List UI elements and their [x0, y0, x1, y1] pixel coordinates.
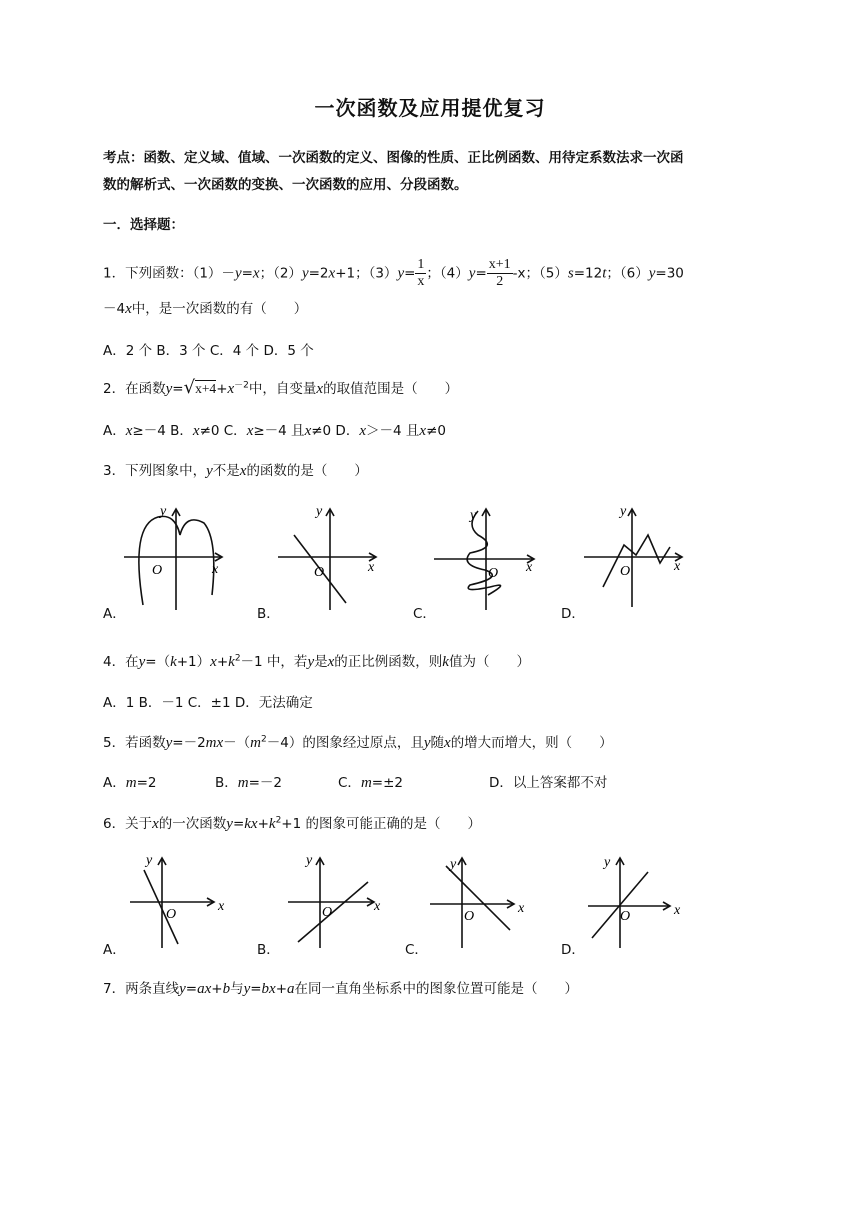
- graph-3a: [124, 509, 222, 610]
- svg-text:y: y: [306, 853, 313, 868]
- svg-text:y: y: [604, 855, 611, 870]
- q6-label-b: B．: [257, 942, 280, 958]
- svg-text:x: x: [518, 901, 525, 916]
- graph-6a: [130, 858, 214, 948]
- svg-text:O: O: [488, 566, 499, 581]
- svg-text:y: y: [160, 504, 167, 519]
- graph-6b: [288, 858, 374, 948]
- question-6-graphs: [0, 846, 860, 956]
- q3-label-d: D．: [561, 606, 585, 622]
- question-3: 3．下列图象中，y不是x的函数的是（ ）: [103, 463, 368, 479]
- svg-text:O: O: [620, 909, 631, 924]
- graph-3b: [278, 509, 376, 610]
- svg-text:x: x: [526, 560, 533, 575]
- svg-text:x: x: [218, 899, 225, 914]
- question-1-options: A．2 个 B．3 个 C．4 个 D．5 个: [103, 343, 314, 359]
- svg-text:O: O: [314, 565, 325, 580]
- svg-text:y: y: [620, 504, 627, 519]
- graph-6d: [588, 858, 670, 948]
- kaodian-line1: 考点：函数、定义域、值域、一次函数的定义、图像的性质、正比例函数、用待定系数法求一次函: [103, 150, 684, 166]
- question-2-options: A．x≥－4 B．x≠0 C．x≥－4 且x≠0 D．x＞－4 且x≠0: [103, 423, 446, 439]
- svg-text:O: O: [620, 564, 631, 579]
- fraction-1-over-x: $\frac{1}{x}$: [417, 257, 425, 289]
- svg-text:O: O: [152, 563, 163, 578]
- q5-option-c: C．m=±2: [338, 775, 403, 791]
- q6-label-a: A．: [103, 942, 126, 958]
- svg-text:x: x: [674, 559, 681, 574]
- fraction-x-plus-1-over-2: $\frac{x+1}{2}$: [488, 257, 511, 289]
- graph-3c: [434, 509, 534, 610]
- question-4-options: A．1 B．－1 C．±1 D．无法确定: [103, 695, 313, 711]
- section-heading: 一．选择题：: [103, 217, 184, 233]
- page-title: 一次函数及应用提优复习: [314, 96, 546, 120]
- svg-text:y: y: [316, 504, 323, 519]
- svg-text:O: O: [464, 909, 475, 924]
- q5-option-b: B．m=－2: [215, 775, 283, 791]
- question-4: 4．在$y=(k+1)x+k^2-1$ 中，若y是x的正比例函数，则k值为（ ）: [103, 653, 530, 670]
- question-7: 7．两条直线y=ax+b与y=bx+a在同一直角坐标系中的图象位置可能是（ ）: [103, 981, 579, 997]
- q3-label-c: C．: [413, 606, 436, 622]
- q5-option-a: A．m=2: [103, 775, 157, 791]
- question-1-line1: 1．下列函数：（1）－y=x；（2）y=2x+1；（3）y= $\frac{1}{x}$ ；（4）y= $\frac{x+1}{2}$ -x；（5）s=12t；（6）y=30: [103, 257, 684, 289]
- sqrt-sign: √: [183, 377, 196, 398]
- question-5: 5．若函数$y=-2mx-(m^2-4)$的图象经过原点，且y随x的增大而增大，则（ ）: [103, 734, 613, 751]
- svg-text:x: x: [374, 899, 381, 914]
- svg-text:O: O: [322, 905, 333, 920]
- svg-text:y: y: [450, 857, 457, 872]
- svg-text:x: x: [674, 903, 681, 918]
- svg-text:O: O: [166, 907, 177, 922]
- svg-text:y: y: [470, 508, 477, 523]
- q3-label-b: B．: [257, 606, 280, 622]
- svg-text:x: x: [212, 562, 219, 577]
- graph-6c: [430, 858, 514, 948]
- svg-text:x: x: [368, 560, 375, 575]
- question-2: 2．在函数$y=√x+4+x^{-2}$中，自变量x的取值范围是（ ）: [103, 377, 459, 398]
- question-6: 6．关于x的一次函数$y=kx+k^2+1$ 的图象可能正确的是（ ）: [103, 815, 481, 832]
- question-1-line2: －4x中，是一次函数的有（ ）: [103, 301, 308, 317]
- q5-option-d: D．以上答案都不对: [489, 775, 608, 791]
- q6-label-c: C．: [405, 942, 428, 958]
- svg-text:y: y: [146, 853, 153, 868]
- kaodian-line2: 数的解析式、一次函数的变换、一次函数的应用、分段函数。: [103, 177, 468, 193]
- q6-label-d: D．: [561, 942, 585, 958]
- graph-3d: [584, 509, 682, 607]
- q3-label-a: A．: [103, 606, 126, 622]
